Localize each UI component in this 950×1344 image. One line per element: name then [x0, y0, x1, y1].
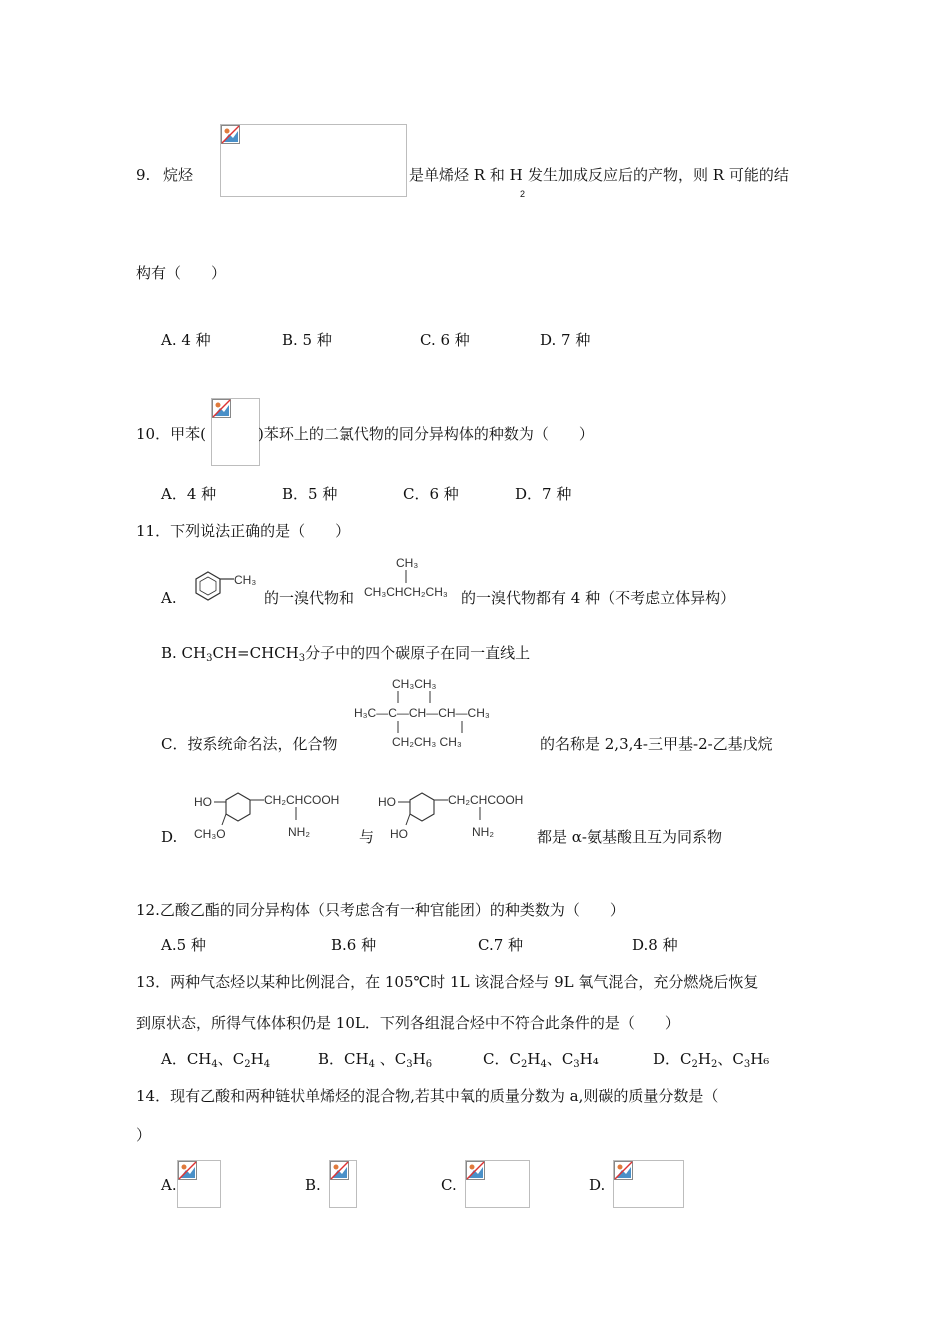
q10-option-a: A．4 种 — [161, 485, 217, 503]
q14-option-c-label: C. — [441, 1176, 457, 1194]
q9-option-b: B. 5 种 — [282, 331, 332, 349]
q10-image-placeholder — [211, 398, 260, 466]
q11-b-statement: B. $CH_3CH=CHCH_3$分子中的四个碳原子在同一直线上 — [161, 644, 531, 664]
struct1-ho: HO — [194, 795, 212, 809]
alkane-bottom-groups: CH₂CH₃ CH₃ — [392, 735, 462, 749]
q13-line2: 到原状态，所得气体体积仍是 10L．下列各组混合烃中不符合此条件的是（ ） — [136, 1014, 680, 1032]
q14-option-a-image — [177, 1160, 221, 1208]
q9-image-placeholder — [220, 124, 407, 197]
q14-option-c-image — [465, 1160, 530, 1208]
q12-option-c: C.7 种 — [478, 936, 524, 954]
q14-option-a-label: A. — [161, 1176, 177, 1194]
broken-image-icon — [212, 399, 231, 418]
q9-option-c: C. 6 种 — [420, 331, 470, 349]
q14-option-d-label: D. — [589, 1176, 606, 1194]
broken-image-icon — [221, 125, 240, 144]
q9-h2-subscript: 2 — [520, 189, 526, 199]
struct1-chain: CH₂CHCOOH — [264, 793, 340, 807]
q12-stem: 12.乙酸乙酯的同分异构体（只考虑含有一种官能团）的种类数为（ ） — [136, 901, 625, 919]
broken-image-icon — [466, 1161, 485, 1180]
struct2-nh2: NH₂ — [472, 825, 494, 839]
amino-acid-structure-1 — [192, 785, 362, 845]
q9-pre: 烷烃 — [163, 166, 194, 184]
q9-post: 是单烯烃 R 和 H — [409, 166, 523, 184]
q9-post2: 发生加成反应后的产物，则 R 可能的结 — [528, 166, 789, 184]
q14-option-b-label: B. — [305, 1176, 321, 1194]
q13-option-b: B．$CH_4$ 、$C_3H_6$ — [318, 1050, 433, 1070]
q9-line2: 构有（ ） — [136, 264, 227, 282]
alkane-top-ch3: CH₃CH₃ — [392, 677, 437, 691]
q12-option-a: A.5 种 — [161, 936, 206, 954]
q9-number: 9. — [136, 166, 151, 184]
q13-option-c: C．$C_2H_4$、$C_3H_4$ — [483, 1050, 599, 1070]
q10-option-c: C．6 种 — [403, 485, 459, 503]
struct2-ho: HO — [378, 795, 396, 809]
q14-line2: ） — [136, 1126, 152, 1144]
q11-a-mid: 的一溴代物和 — [264, 589, 355, 607]
q11-d-label: D. — [161, 828, 178, 846]
toluene-structure — [190, 568, 266, 606]
q10-pre: 10．甲苯( — [136, 425, 206, 443]
q12-option-d: D.8 种 — [632, 936, 678, 954]
q11-stem: 11．下列说法正确的是（ ） — [136, 522, 351, 540]
broken-image-icon — [178, 1161, 197, 1180]
broken-image-icon — [330, 1161, 349, 1180]
q10-option-d: D．7 种 — [515, 485, 572, 503]
q11-c-pre: C．按系统命名法，化合物 — [161, 735, 338, 753]
q11-a-end: 的一溴代物都有 4 种（不考虑立体异构） — [461, 589, 736, 607]
q14-option-b-image — [329, 1160, 357, 1208]
q10-post: )苯环上的二氯代物的同分异构体的种数为（ ） — [258, 425, 594, 443]
isopentane-ch3: CH₃ — [396, 556, 419, 570]
q10-option-b: B．5 种 — [282, 485, 338, 503]
broken-image-icon — [614, 1161, 633, 1180]
branched-alkane-structure — [352, 673, 518, 753]
amino-acid-structure-2 — [376, 785, 541, 845]
q9-option-a: A. 4 种 — [161, 331, 211, 349]
struct1-nh2: NH₂ — [288, 825, 310, 839]
isopentane-main: CH₃CHCH₂CH₃ — [364, 585, 448, 599]
q14-option-d-image — [613, 1160, 684, 1208]
struct2-chain: CH₂CHCOOH — [448, 793, 524, 807]
q13-option-a: A．$CH_4$、$C_2H_4$ — [161, 1050, 271, 1070]
q11-d-and: 与 — [359, 828, 375, 846]
q14-line1: 14．现有乙酸和两种链状单烯烃的混合物,若其中氧的质量分数为 a,则碳的质量分数是（ — [136, 1087, 719, 1105]
struct1-och3: CH₃O — [194, 827, 226, 841]
q13-option-d: D．$C_2H_2$、$C_3H_6$ — [653, 1050, 770, 1070]
isopentane-structure — [362, 553, 462, 603]
struct2-ho2: HO — [390, 827, 408, 841]
q13-line1: 13．两种气态烃以某种比例混合，在 105℃时 1L 该混合烃与 9L 氧气混合，充分燃烧后恢复 — [136, 973, 759, 991]
q11-d-post: 都是 α-氨基酸且互为同系物 — [537, 828, 722, 846]
q11-c-post: 的名称是 2,3,4-三甲基-2-乙基戊烷 — [540, 735, 773, 753]
q9-option-d: D. 7 种 — [540, 331, 591, 349]
q12-option-b: B.6 种 — [331, 936, 377, 954]
q11-a-label: A. — [161, 589, 177, 607]
toluene-ch3-label: CH₃ — [234, 573, 257, 587]
alkane-main-chain: H₃C—C—CH—CH—CH₃ — [354, 706, 490, 720]
